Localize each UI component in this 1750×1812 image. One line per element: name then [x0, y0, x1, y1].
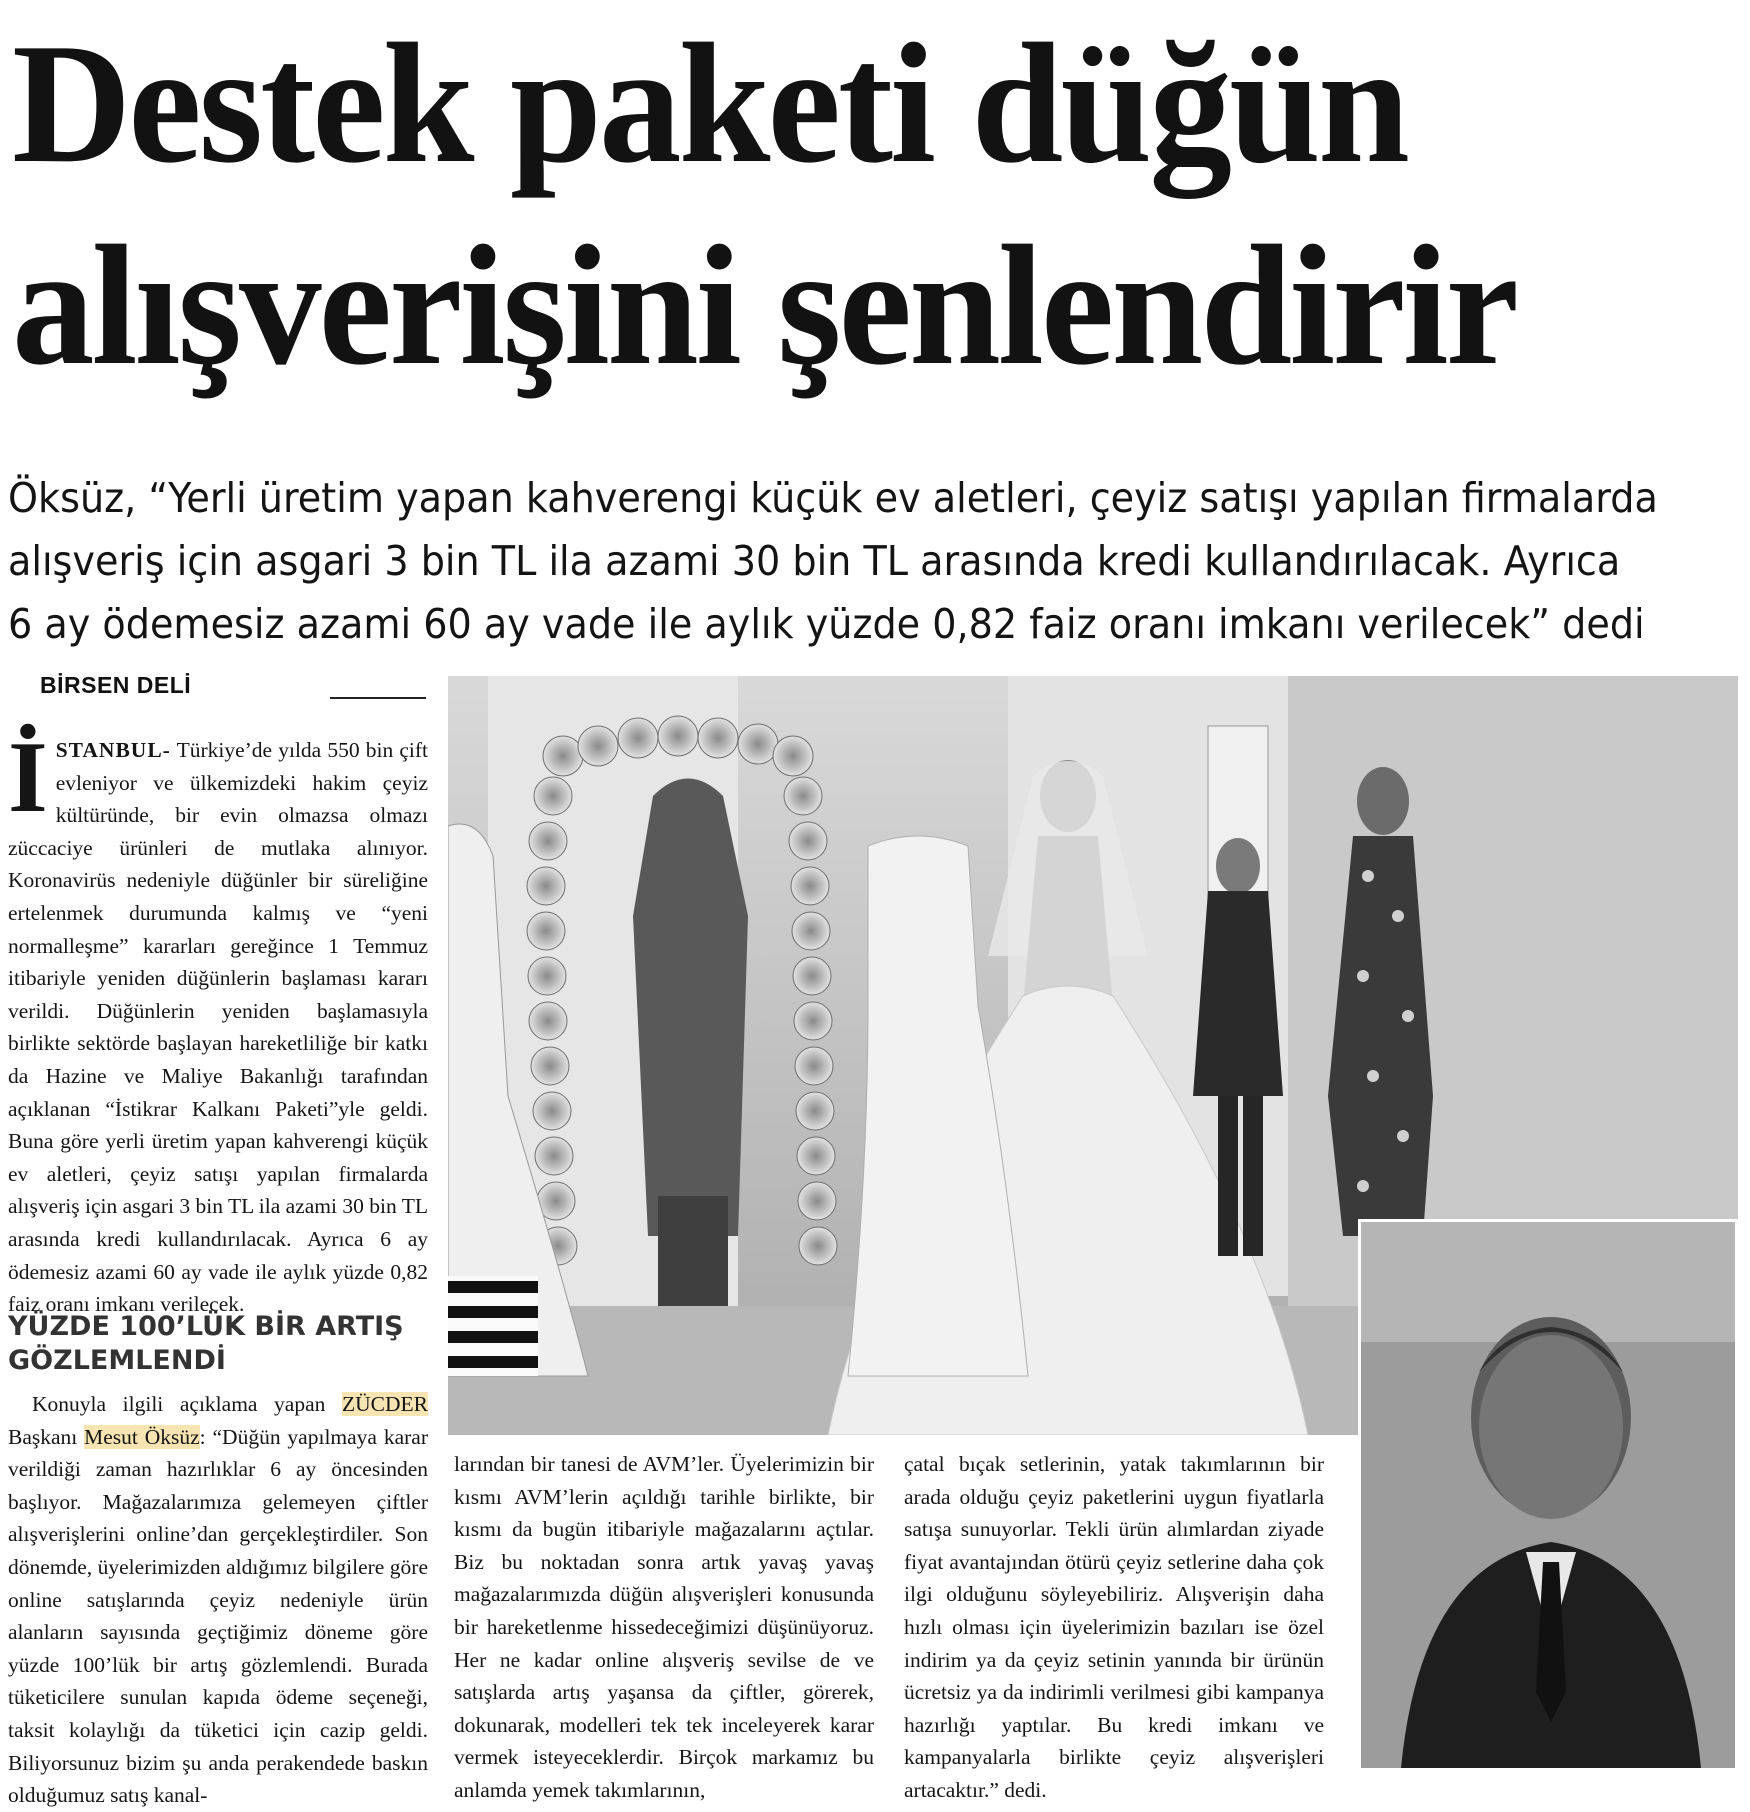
drop-cap: İ	[8, 721, 48, 834]
article-column-2: larından bir tanesi de AVM’ler. Üyelerimizin bir kısmı AVM’lerin açıldığı tarihle birlikte, bir kısmı da bugün itibariyle mağazalarını açtılar. Biz bu noktadan sonra artık yavaş yavaş mağazalarımızda düğün alışverişleri konusunda bir hareketlenme hissedeceğimizi düşünüyoruz. Her ne kadar online alışveriş sevilse de ve satışlarda artış yaşansa da çiftler, görerek, dokunarak, modelleri tek tek inceleyerek karar vermek isteyeceklerdir. Birçok markamız bu anlamda yemek takımlarının,	[454, 1452, 874, 1802]
deck-line-3: 6 ay ödemesiz azami 60 ay vade ile aylık yüzde 0,82 faiz oranı imkanı verilecek” dedi	[8, 600, 1645, 648]
dateline: STANBUL-	[55, 738, 171, 762]
paragraph-text: Konuyla ilgili açıklama yapan	[32, 1392, 342, 1416]
paragraph-text: Başkanı	[8, 1424, 85, 1449]
headline-line-2: alışverişini şenlendirir	[12, 211, 1517, 401]
deck-line-2: alışveriş için asgari 3 bin TL ila azami 30 bin TL arasında kredi kullandırılacak. Ayrıca	[8, 537, 1621, 585]
deck-line-1: Öksüz, “Yerli üretim yapan kahverengi küçük ev aletleri, çeyiz satışı yapılan firmalarda	[8, 474, 1658, 522]
article-column-1-continued	[8, 1388, 428, 1812]
headline-line-1: Destek paketi düğün	[12, 9, 1407, 199]
byline: BİRSEN DELİ	[40, 672, 192, 698]
woman-headscarf	[633, 779, 748, 1307]
highlight-organization: ZÜCDER	[342, 1392, 428, 1416]
lead-text: Türkiye’de yılda 550 bin çift evleniyor ve ülkemizdeki hakim çeyiz kültüründe, bir evin olmazsa olmazı züccaciye ürünleri de mutlaka alınıyor. Koronavirüs nedeniyle düğünler bir süreliğine ertelenmek durumunda kalmış ve “yeni normalleşme” kararları gereğince 1 Temmuz itibariyle yeniden düğünlerin başlaması kararı verildi. Düğünlerin yeniden başlamasıyla birlikte sektörde başlayan hareketliliğe bir katkı da Hazine ve Maliye Bakanlığı tarafından açıklanan “İstikrar Kalkanı Paketi”yle geldi. Buna göre yerli üretim yapan kahverengi küçük ev aletleri, çeyiz satışı yapılan firmalarda alışveriş için asgari 3 bin TL ila azami 30 bin TL arasında kredi kullandırılacak. Ayrıca 6 ay ödemesiz azami 60 ay vade ile aylık yüzde 0,82 faiz oranı imkanı verilecek.	[8, 738, 428, 1317]
subheading: YÜZDE 100’LÜK BİR ARTIŞ GÖZLEMLENDİ	[8, 1311, 404, 1376]
byline-rule	[330, 697, 426, 699]
striped-ottoman	[448, 1276, 538, 1376]
paragraph-text: : “Düğün yapılmaya karar verildiği zaman hazırlıklar 6 ay öncesinden başlıyor. Mağazalarımıza gelemeyen çiftler alışverişlerini online’dan gerçekleştirdiler. Son dönemde, üyelerimizden aldığımız bilgilere göre online satışlarında çeyiz nedeniyle ürün alanların sayısında geçtiğimiz döneme göre yüzde 100’lük bir artış gözlemlendi. Burada tüketicilere sunulan kapıda ödeme seçeneği, taksit kolaylığı da tüketici için cazip geldi. Biliyorsunuz bizim şu anda perakendede baskın olduğumuz satış kanal-	[8, 1424, 428, 1808]
article-column-3: çatal bıçak setlerinin, yatak takımlarının bir arada olduğu çeyiz paketlerini uygun fiyatlarla satışa sunuyorlar. Tekli ürün alımlardan ziyade fiyat avantajından ötürü çeyiz setlerine daha çok ilgi olduğunu söyleyebiliriz. Alışverişin daha hızlı olması için üyelerimizin bazıları ise özel indirim ya da çeyiz setinin yanında bir ürünün ücretsiz ya da indirimli verilmesi gibi kampanya hazırlığı yaptılar. Bu kredi imkanı ve kampanyalarla birlikte çeyiz alışverişleri artacaktır.” dedi.	[904, 1452, 1324, 1802]
article-lead	[8, 721, 428, 1321]
portrait-inset-photo	[1358, 1219, 1738, 1771]
highlight-person-name: Mesut Öksüz	[84, 1424, 200, 1449]
